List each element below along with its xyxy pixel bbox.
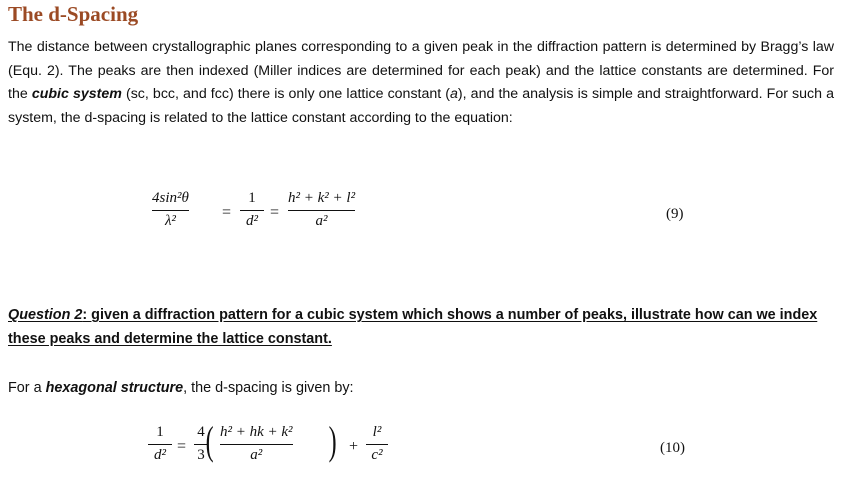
- eq10-close-paren: ): [328, 418, 337, 463]
- eq9-fraction-bragg: [152, 190, 189, 230]
- eq10-frac2-numerator: 4: [197, 424, 205, 440]
- eq10-frac2-denominator: 3: [197, 447, 205, 463]
- eq10-frac1-numerator: 1: [156, 424, 164, 440]
- paragraph-text-2: (sc, bcc, and fcc) there is only one lattice constant (: [121, 86, 451, 103]
- hex-prefix: For a: [8, 380, 46, 396]
- lattice-variable: a: [450, 86, 458, 103]
- eq10-frac1-denominator: d²: [154, 447, 166, 463]
- eq10-open-paren: (: [205, 418, 214, 463]
- eq10-fraction-inverse-d: [148, 424, 172, 464]
- paragraph-text-1: The distance between crystallographic planes corresponding to a given peak in the diffraction pattern is determined by Bragg’s law (Equ. 2). The peaks are then indexed (Miller indices are determined for each peak) and the lattice constants are determined. For the: [8, 39, 834, 103]
- eq9-equals-2: =: [270, 204, 280, 221]
- eq9-frac2-numerator: 1: [248, 190, 256, 206]
- question-label: Question 2: [8, 307, 83, 323]
- eq10-frac4-denominator: c²: [371, 447, 383, 463]
- eq10-fraction-hexagonal: [220, 424, 293, 464]
- eq10-frac1-bar: [148, 444, 172, 445]
- eq9-fraction-inverse-d: [240, 190, 264, 230]
- eq10-plus: +: [349, 438, 359, 455]
- eq9-frac3-bar: [288, 210, 355, 211]
- eq9-equals-1: =: [222, 204, 232, 221]
- eq9-frac1-bar: [152, 210, 189, 211]
- hexagonal-intro: [8, 380, 354, 396]
- paragraph-text-3: ), and the analysis is simple and straightforward. For such a system, the d-spacing is related to the lattice constant according to the equation:: [8, 86, 835, 126]
- eq9-frac2-denominator: d²: [246, 213, 258, 229]
- eq10-frac3-denominator: a²: [250, 447, 263, 463]
- eq9-frac3-numerator: h² + k² + l²: [288, 190, 356, 206]
- eq10-frac4-bar: [366, 444, 388, 445]
- eq9-frac3-denominator: a²: [315, 213, 328, 229]
- eq10-frac3-bar: [220, 444, 293, 445]
- section-heading: The d-Spacing: [8, 2, 139, 26]
- eq9-frac1-numerator: 4sin²θ: [152, 190, 189, 206]
- cubic-system-emphasis: cubic system: [31, 86, 122, 103]
- eq9-number: (9): [666, 206, 684, 222]
- question-text: : given a diffraction pattern for a cubic system which shows a number of peaks, illustrate how can we index these peaks and determine the lattice constant.: [8, 307, 818, 347]
- eq9-frac2-bar: [240, 210, 264, 211]
- eq10-fraction-l-over-c: [366, 424, 388, 464]
- eq10-equals: =: [177, 438, 187, 455]
- hexagonal-structure-emphasis: hexagonal structure: [45, 380, 184, 396]
- eq9-fraction-miller: [288, 190, 355, 230]
- eq9-frac1-denominator: λ²: [164, 213, 176, 229]
- question-2: [8, 303, 834, 351]
- intro-paragraph: [8, 36, 834, 130]
- eq10-frac3-numerator: h² + hk + k²: [220, 424, 293, 440]
- hex-suffix: , the d-spacing is given by:: [183, 380, 354, 396]
- eq10-number: (10): [660, 440, 685, 456]
- eq10-frac4-numerator: l²: [372, 424, 382, 440]
